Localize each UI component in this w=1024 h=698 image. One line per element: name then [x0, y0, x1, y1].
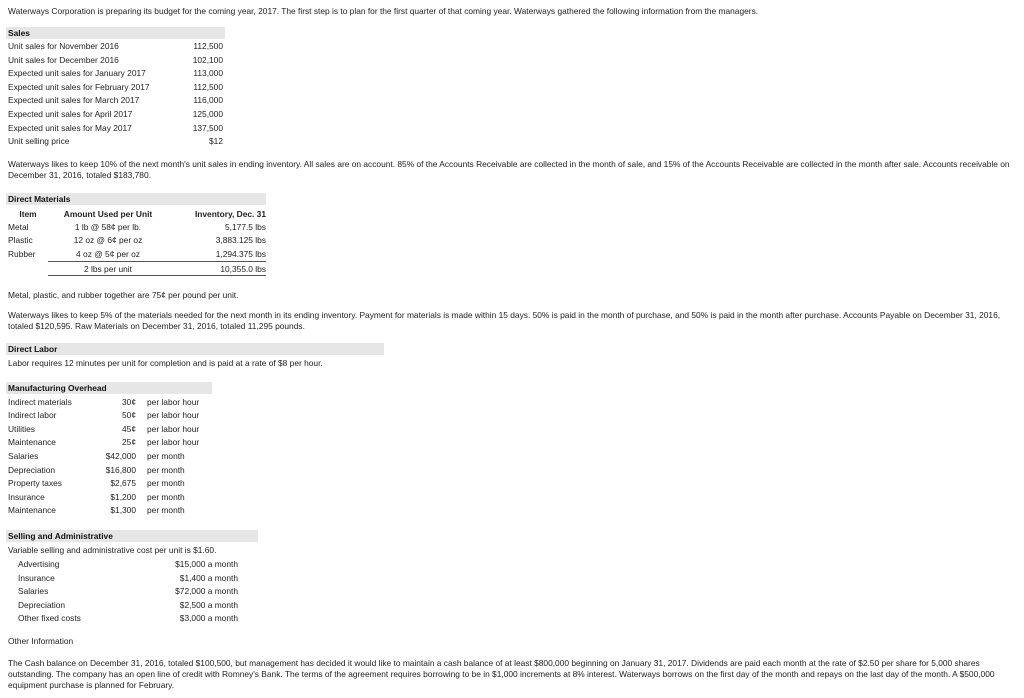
sa-label: Insurance — [18, 572, 55, 583]
overhead-unit: per month — [147, 450, 185, 461]
intro-text: Waterways Corporation is preparing its budget for the coming year, 2017. The first step is to plan for the first quarter of that coming year. Waterways gathered the following information from the managers. — [8, 6, 759, 16]
selling-admin-variable: Variable selling and administrative cost per unit is $1.60. — [8, 545, 217, 555]
sales-label: Expected unit sales for January 2017 — [8, 68, 146, 79]
sales-label: Expected unit sales for May 2017 — [8, 122, 132, 133]
overhead-unit: per month — [147, 505, 185, 516]
sa-label: Other fixed costs — [18, 613, 81, 624]
dm-total-inventory: 10,355.0 lbs — [168, 261, 266, 276]
sales-label: Expected unit sales for March 2017 — [8, 95, 140, 106]
overhead-label: Property taxes — [8, 478, 62, 489]
inventory-note: Waterways likes to keep 10% of the next month's unit sales in ending inventory. All sales are on account. 85% of the Accounts Receivable are collected in the month of sale, and 15% of the Accounts Receivable are collected in the month after sale. Accounts receivable on December 31, 2016, totaled $183,780. — [8, 159, 1010, 180]
dm-item: Metal — [8, 221, 29, 232]
dm-inventory: 5,177.5 lbs — [225, 221, 266, 232]
overhead-value: $16,800 — [105, 464, 136, 475]
overhead-label: Indirect labor — [8, 410, 57, 421]
table-row — [8, 247, 266, 261]
sa-value: $3,000 a month — [179, 613, 238, 624]
table-row-total — [8, 261, 266, 276]
sa-label: Advertising — [18, 559, 60, 569]
sa-label: Depreciation — [18, 599, 66, 610]
sales-label: Expected unit sales for February 2017 — [8, 81, 150, 92]
dm-inventory: 3,883.125 lbs — [215, 235, 266, 246]
sales-value: 112,500 — [193, 81, 223, 92]
dm-item: Rubber — [8, 249, 36, 260]
overhead-unit: per month — [147, 464, 185, 475]
overhead-label: Salaries — [8, 450, 39, 461]
other-header: Other Information — [8, 636, 74, 646]
sales-value: $12 — [209, 136, 223, 147]
overhead-unit: per labor hour — [147, 410, 200, 421]
sa-value: $15,000 a month — [175, 559, 238, 569]
sa-value: $1,400 a month — [179, 572, 238, 583]
direct-labor-header: Direct Labor — [6, 343, 384, 355]
selling-admin-header: Selling and Administrative — [6, 530, 258, 542]
dm-amount: 12 oz @ 6¢ per oz — [73, 235, 143, 246]
other-text: The Cash balance on December 31, 2016, totaled $100,500, but management has decided it would like to maintain a cash balance of at least $800,000 beginning on January 31, 2017. Dividends are paid each month at the rate of $2.50 per share for 5,000 shares outstanding. The company has an open line of credit with Romney's Bank. The terms of the agreement requires borrowing to be in $1,000 increments at 8% interest. Waterways borrows on the first day of the month and repays on the last day of the month. A $500,000 equipment purchase is planned for February. — [8, 658, 995, 690]
overhead-value: $1,300 — [110, 505, 136, 516]
sales-value: 102,100 — [192, 54, 223, 65]
sales-label: Unit selling price — [8, 136, 70, 147]
overhead-label: Depreciation — [8, 464, 56, 475]
overhead-unit: per labor hour — [147, 396, 200, 407]
sa-value: $2,500 a month — [179, 599, 238, 610]
overhead-value: $2,675 — [110, 478, 136, 489]
dm-total-amount: 2 lbs per unit — [48, 261, 168, 276]
direct-materials-table — [8, 207, 266, 276]
overhead-value: 30¢ — [122, 396, 136, 407]
table-row — [8, 234, 266, 248]
dm-amount: 4 oz @ 5¢ per oz — [76, 248, 140, 259]
overhead-value: $42,000 — [105, 450, 136, 461]
sales-value: 125,000 — [192, 109, 223, 119]
materials-note: Waterways likes to keep 5% of the materials needed for the next month in its ending inventory. Payment for materials is made within 15 days. 50% is paid in the month of purchase, and 50% is paid in the month after purchase. Accounts Payable on December 31, 2016, totaled $120,595. Raw Materials on December 31, 2016, totaled 11,295 pounds. — [8, 310, 1001, 331]
sales-value: 112,500 — [193, 41, 223, 51]
direct-materials-header: Direct Materials — [6, 193, 266, 205]
overhead-unit: per labor hour — [147, 423, 200, 434]
sales-label: Unit sales for December 2016 — [8, 54, 119, 65]
overhead-value: 25¢ — [122, 437, 136, 448]
overhead-header: Manufacturing Overhead — [6, 382, 212, 394]
dm-col-inventory: Inventory, Dec. 31 — [194, 208, 266, 219]
sales-value: 137,500 — [192, 122, 223, 133]
overhead-label: Indirect materials — [8, 396, 72, 407]
dm-amount: 1 lb @ 58¢ per lb. — [74, 221, 142, 232]
sales-label: Unit sales for November 2016 — [8, 41, 119, 51]
sales-header: Sales — [6, 27, 225, 39]
dm-item: Plastic — [8, 235, 33, 246]
overhead-unit: per labor hour — [147, 437, 200, 448]
sales-value: 116,000 — [193, 95, 223, 106]
dm-col-item: Item — [19, 208, 37, 219]
overhead-unit: per month — [147, 478, 185, 489]
sa-label: Salaries — [18, 586, 49, 597]
overhead-unit: per month — [147, 491, 185, 502]
sa-value: $72,000 a month — [175, 586, 238, 597]
metal-note: Metal, plastic, and rubber together are 75¢ per pound per unit. — [8, 290, 239, 300]
direct-labor-text: Labor requires 12 minutes per unit for completion and is paid at a rate of $8 per hour. — [8, 358, 323, 368]
overhead-value: 45¢ — [122, 423, 136, 434]
sales-value: 113,000 — [193, 68, 223, 79]
sales-label: Expected unit sales for April 2017 — [8, 109, 133, 119]
overhead-label: Maintenance — [8, 505, 56, 516]
dm-inventory: 1,294.375 lbs — [215, 248, 266, 259]
dm-col-amount: Amount Used per Unit — [63, 208, 153, 219]
overhead-label: Maintenance — [8, 437, 56, 448]
overhead-label: Utilities — [8, 423, 35, 434]
overhead-label: Insurance — [8, 491, 45, 502]
overhead-value: $1,200 — [110, 491, 136, 502]
table-row — [8, 220, 266, 234]
overhead-value: 50¢ — [122, 410, 136, 421]
